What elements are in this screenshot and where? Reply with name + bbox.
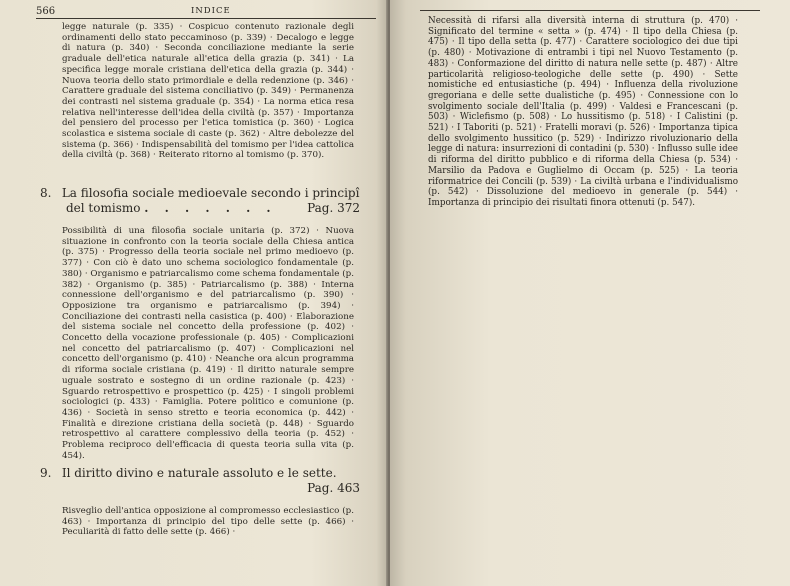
right-paragraph: Necessità di rifarsi alla diversità interna di struttura (p. 470) · Significato del termine « setta » (p. 474) · Il tipo della Chiesa (p. 475) · Il tipo della setta (p. 477) · Carattere sociologico dei due tipi (p. 480) · Motivazione di entrambi i tipi nel Nuovo Testamento (p. 483) · Conformazione del diritto di natura nelle sette (p. 487) · Altre particolarità religioso-teologiche delle sette (p. 490) · Sette nomistiche ed entusiastiche (p. 494) · Influenza della rivoluzione gregoriana e delle sette dualistiche (p. 495) · Connessione con lo svolgimento sociale dell'Italia (p. 499) · Valdesi e Francescani (p. 503) · Wiclefismo (p. 508) · Lo hussitismo (p. 518) · I Calistini (p. 521) · I Taboriti (p. 521) · Fratelli moravi (p. 526) · Importanza tipica dello svolgimento hussitico (p. 529) · Indirizzo rivoluzionario della legge di natura: insurrezioni di contadini (p. 530) · Influsso sulle idee di riforma del diritto pubblico e di riforma della Chiesa (p. 534) · Marsilio da Padova e Guglielmo di Occam (p. 525) · La teoria riformatrice dei Concili (p. 539) · La civiltà urbana e l'individualismo (p. 542) · Dissoluzione del medioevo in generale (p. 544) · Importanza di principio dei risultati finora ottenuti (p. 547).: [428, 16, 738, 208]
chapter-9-title-line1: Il diritto divino e naturale assoluto e le sette.: [61, 466, 337, 480]
chapter-8-page-ref: Pag. 372: [307, 201, 360, 215]
chapter-8-title-line2: del tomismo: [66, 201, 141, 215]
header-rule: [36, 18, 376, 19]
chapter-9-number: 9.: [40, 466, 52, 480]
right-page: [390, 0, 790, 586]
running-title: INDICE: [191, 6, 231, 16]
chapter-8-leaders: . . . . . . .: [144, 201, 277, 215]
chapter-9-page-ref: Pag. 463: [307, 481, 360, 495]
left-page: [0, 0, 388, 586]
page-number: 566: [36, 6, 56, 17]
chapter-9-paragraph: Risveglio dell'antica opposizione al compromesso ecclesiastico (p. 463) · Importanza di principio del tipo delle sette (p. 466) · Peculiarità di fatto delle sette (p. 466) ·: [62, 506, 354, 538]
intro-paragraph: legge naturale (p. 335) · Cospicuo contenuto razionale degli ordinamenti dello stato peccaminoso (p. 339) · Decalogo e legge di natura (p. 340) · Seconda conciliazione mediante la serie graduale dell'etica naturale all'etica della grazia (p. 341) · La specifica legge morale cristiana dell'etica della grazia (p. 344) · Nuova teoria dello stato primordiale e della redenzione (p. 346) · Carattere graduale del sistema conciliativo (p. 349) · Permanenza dei contrasti nel sistema graduale (p. 354) · La norma etica resa relativa nell'interesse dell'idea della civiltà (p. 357) · Importanza del pensiero del processo per l'etica tomistica (p. 360) · Logica scolastica e sistema sociale di caste (p. 362) · Altre debolezze del sistema (p. 366) · Indispensabilità del tomismo per l'idea cattolica della civiltà (p. 368) · Reiterato ritorno al tomismo (p. 370).: [62, 22, 354, 161]
chapter-8-heading: [40, 186, 360, 216]
chapter-8-number: 8.: [40, 186, 52, 200]
chapter-8-paragraph: Possibilità di una filosofia sociale unitaria (p. 372) · Nuova situazione in confronto con la teoria sociale della Chiesa antica (p. 375) · Progresso della teoria sociale nel primo medioevo (p. 377) · Con ciò è dato uno schema sociologico fondamentale (p. 380) · Organismo e patriarcalismo come schema fondamentale (p. 382) · Organismo (p. 385) · Patriarcalismo (p. 388) · Interna connessione dell'organismo e del patriarcalismo (p. 390) · Opposizione tra organismo e patriarcalismo (p. 394) · Conciliazione dei contrasti nella casistica (p. 400) · Elaborazione del sistema sociale nel concetto della professione (p. 402) · Concetto della vocazione professionale (p. 405) · Complicazioni nel concetto del patriarcalismo (p. 407) · Complicazioni nel concetto dell'organismo (p. 410) · Neanche ora alcun programma di riforma sociale cristiana (p. 419) · Il diritto naturale sempre uguale sostrato e sostegno di un ordine razionale (p. 423) · Sguardo retrospettivo e prospettico (p. 425) · I singoli problemi sociologici (p. 433) · Famiglia. Potere politico e comunione (p. 436) · Società in senso stretto e teoria economica (p. 442) · Finalità e direzione cristiana della società (p. 448) · Sguardo retrospettivo al carattere complessivo della teoria (p. 452) · Problema reciproco dell'efficacia di questa teoria sulla vita (p. 454).: [62, 226, 354, 461]
chapter-8-title-line1: La filosofia sociale medioevale secondo i principî: [61, 186, 360, 200]
chapter-9-heading: [40, 466, 360, 496]
right-header-rule: [420, 10, 760, 11]
